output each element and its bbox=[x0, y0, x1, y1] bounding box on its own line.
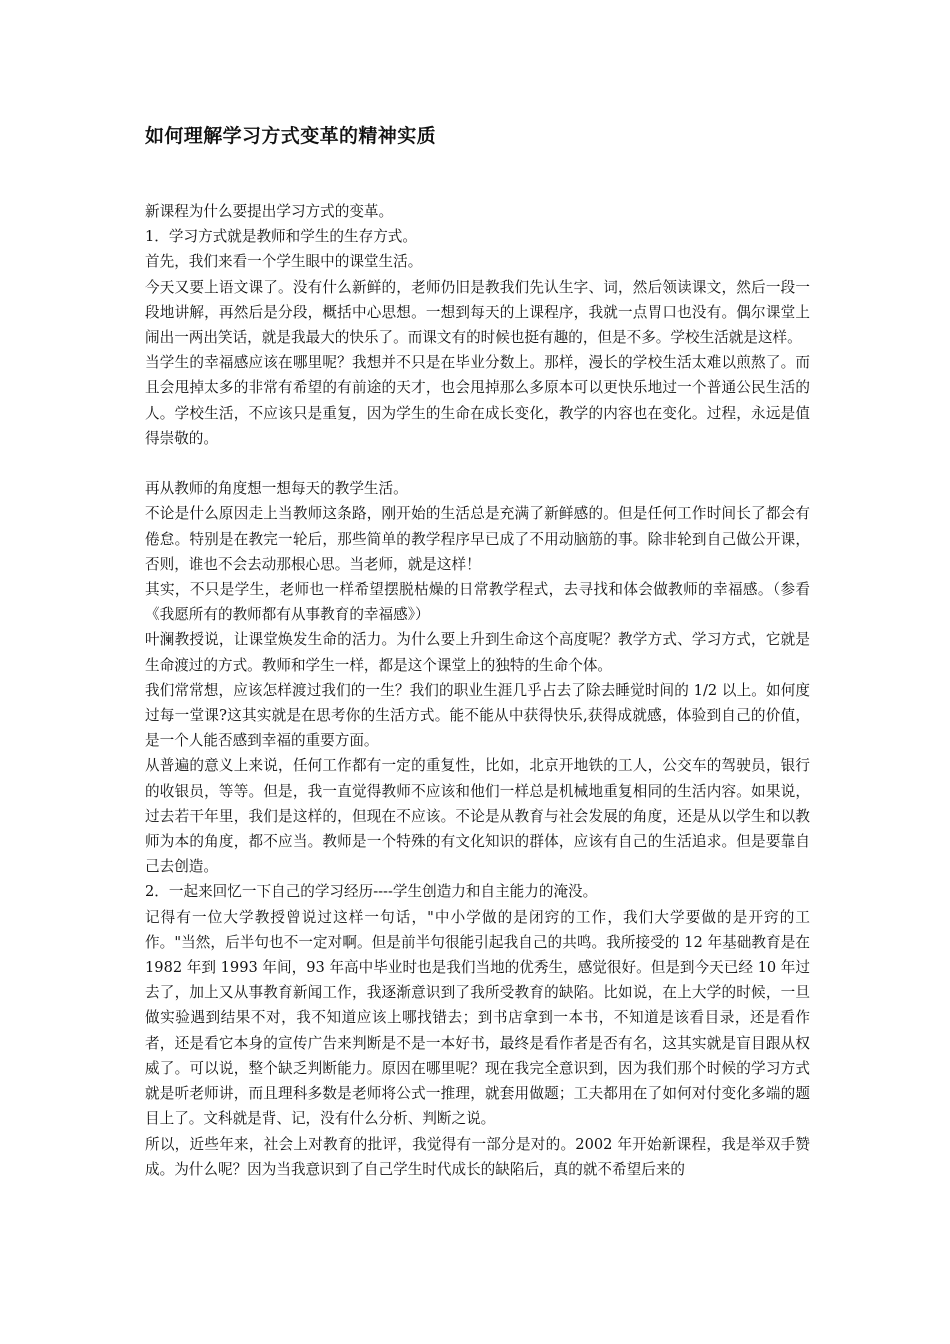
paragraph: 从普遍的意义上来说，任何工作都有一定的重复性，比如，北京开地铁的工人，公交车的驾驶员，银行的收银员，等等。但是，我一直觉得教师不应该和他们一样总是机械地重复相同的生活内容。如果说，过去若干年里，我们是这样的，但现在不应该。不论是从教育与社会发展的角度，还是从以学生和以教师为本的角度，都不应当。教师是一个特殊的有文化知识的群体，应该有自己的生活追求。但是要靠自己去创造。 bbox=[145, 757, 810, 876]
document-body bbox=[145, 199, 810, 1182]
section-heading: 1．学习方式就是教师和学生的生存方式。 bbox=[145, 228, 417, 246]
paragraph: 今天又要上语文课了。没有什么新鲜的，老师仍旧是教我们先认生字、词，然后领读课文，然后一段一段地讲解，再然后是分段，概括中心思想。一想到每天的上课程序，我就一点胃口也没有。偶尔课堂上闹出一两出笑话，就是我最大的快乐了。而课文有的时候也挺有趣的，但是不多。学校生活就是这样。 bbox=[145, 278, 810, 347]
document-title: 如何理解学习方式变革的精神实质 bbox=[145, 125, 437, 147]
paragraph: 叶澜教授说，让课堂焕发生命的活力。为什么要上升到生命这个高度呢？教学方式、学习方式，它就是生命渡过的方式。教师和学生一样，都是这个课堂上的独特的生命个体。 bbox=[145, 631, 810, 674]
blank-line bbox=[145, 451, 810, 476]
paragraph: 不论是什么原因走上当教师这条路，刚开始的生活总是充满了新鲜感的。但是任何工作时间长了都会有倦怠。特别是在教完一轮后，那些简单的教学程序早已成了不用动脑筋的事。除非轮到自己做公开课，否则，谁也不会去动那根心思。当老师，就是这样！ bbox=[145, 505, 810, 573]
paragraph: 首先，我们来看一个学生眼中的课堂生活。 bbox=[145, 253, 423, 271]
paragraph: 再从教师的角度想一想每天的教学生活。 bbox=[145, 480, 408, 498]
paragraph: 当学生的幸福感应该在哪里呢？我想并不只是在毕业分数上。那样，漫长的学校生活太难以煎熬了。而且会甩掉太多的非常有希望的有前途的天才，也会甩掉那么多原本可以更快乐地过一个普通公民生活的人。学校生活，不应该只是重复，因为学生的生命在成长变化，教学的内容也在变化。过程，永远是值得崇敬的。 bbox=[145, 354, 810, 447]
paragraph: 所以，近些年来，社会上对教育的批评，我觉得有一部分是对的。2002 年开始新课程，我是举双手赞成。为什么呢？因为当我意识到了自己学生时代成长的缺陷后，真的就不希望后来的 bbox=[145, 1135, 810, 1178]
paragraph: 记得有一位大学教授曾说过这样一句话，"中小学做的是闭窍的工作，我们大学要做的是开窍的工作。"当然，后半句也不一定对啊。但是前半句很能引起我自己的共鸣。我所接受的 12 年基础教育是在 1982 年到 1993 年间，93 年高中毕业时也是我们当地的优秀生，感觉很好。但是到今天已经 10 年过去了，加上又从事教育新闻工作，我逐渐意识到了我所受教育的缺陷。比如说，在上大学的时候，一旦做实验遇到结果不对，我不知道应该上哪找错去；到书店拿到一本书，不知道是该看目录，还是看作者，还是看它本身的宣传广告来判断是不是一本好书，最终是看作者是否有名，这其实就是盲目跟从权威了。可以说，整个缺乏判断能力。原因在哪里呢？现在我完全意识到，因为我们那个时候的学习方式就是听老师讲，而且理科多数是老师将公式一推理，就套用做题；工夫都用在了如何对付变化多端的题目上了。文科就是背、记，没有什么分析、判断之说。 bbox=[145, 908, 810, 1128]
paragraph: 其实，不只是学生，老师也一样希望摆脱枯燥的日常教学程式，去寻找和体会做教师的幸福感。（参看《我愿所有的教师都有从事教育的幸福感》） bbox=[145, 581, 810, 624]
section-heading: 2．一起来回忆一下自己的学习经历----学生创造力和自主能力的淹没。 bbox=[145, 883, 598, 901]
paragraph: 我们常常想，应该怎样渡过我们的一生？我们的职业生涯几乎占去了除去睡觉时间的 1/2 以上。如何度过每一堂课?这其实就是在思考你的生活方式。能不能从中获得快乐,获得成就感，体验到自己的价值，是一个人能否感到幸福的重要方面。 bbox=[145, 681, 810, 750]
paragraph: 新课程为什么要提出学习方式的变革。 bbox=[145, 203, 394, 220]
